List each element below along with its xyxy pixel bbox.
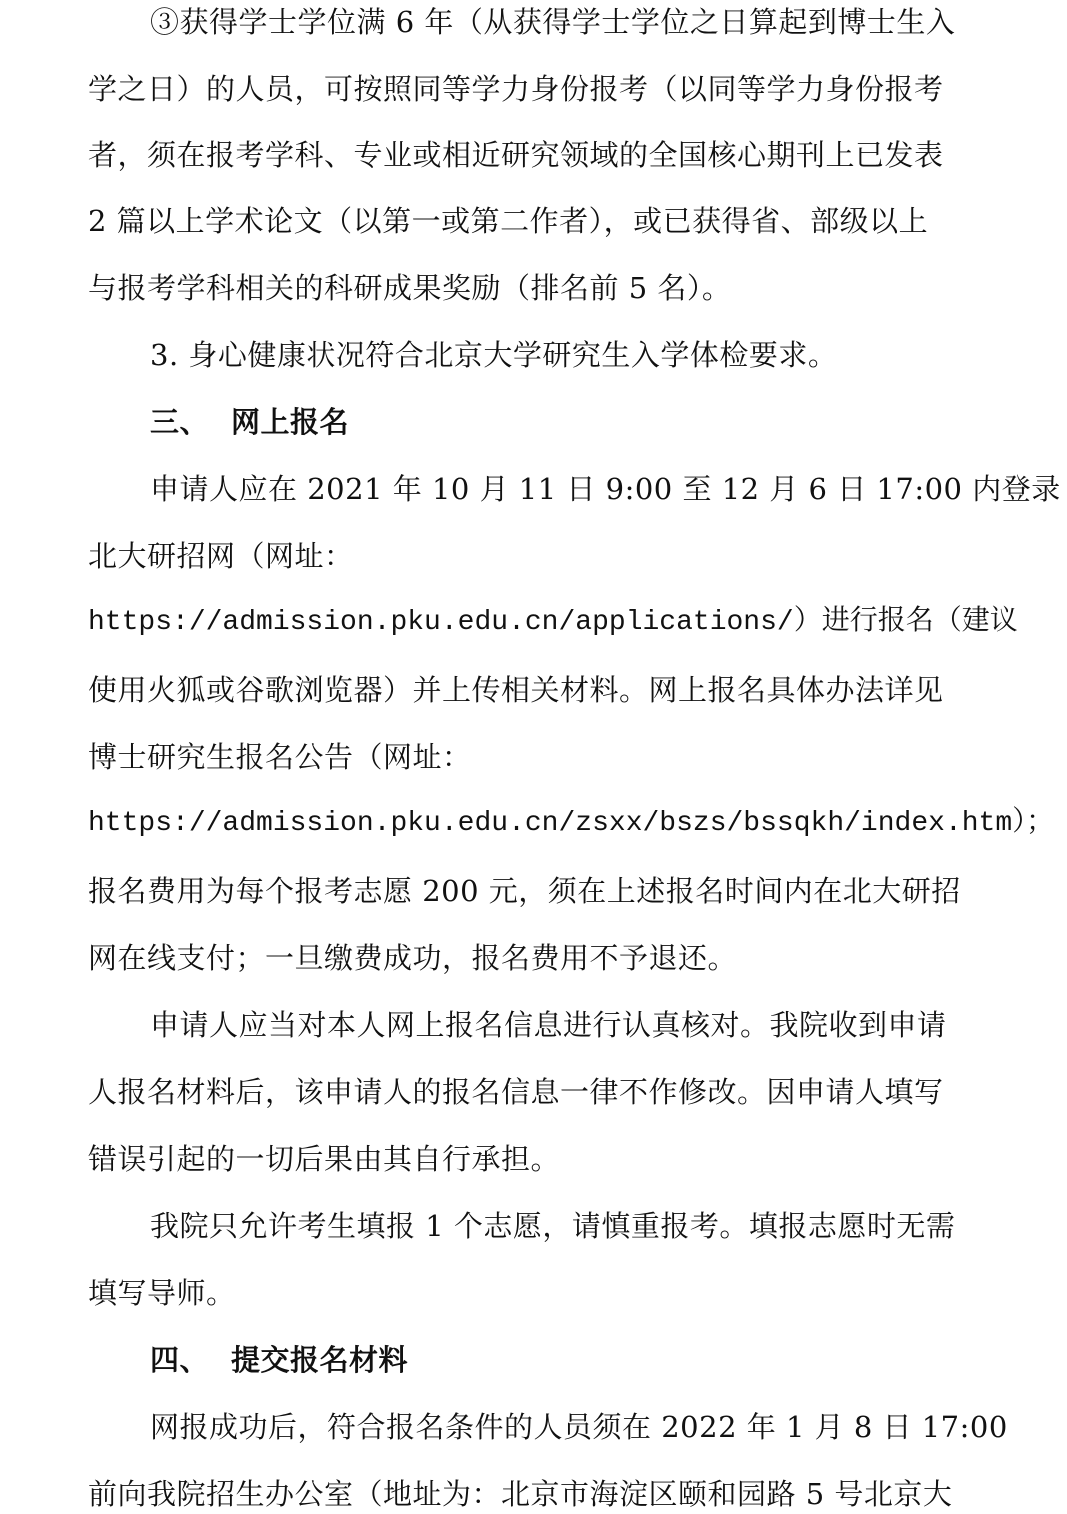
paragraph-line: 网在线支付；一旦缴费成功，报名费用不予退还。 <box>88 941 738 975</box>
paragraph-line: 北大研招网（网址： <box>88 539 354 573</box>
paragraph-line: 2 篇以上学术论文（以第一或第二作者），或已获得省、部级以上 <box>88 204 929 238</box>
paragraph-line: 博士研究生报名公告（网址： <box>88 740 472 774</box>
section-number: 三、 <box>150 405 210 439</box>
paragraph-line: 错误引起的一切后果由其自行承担。 <box>88 1142 561 1176</box>
paragraph-line: 使用火狐或谷歌浏览器）并上传相关材料。网上报名具体办法详见 <box>88 673 944 707</box>
url-applications-link: https://admission.pku.edu.cn/applications/）进行报名（建议 <box>88 607 1018 638</box>
url-announcement-link: https://admission.pku.edu.cn/zsxx/bszs/bssqkh/index.htm）； <box>88 808 1055 839</box>
section-title: 提交报名材料 <box>231 1343 409 1377</box>
paragraph-line: 人报名材料后，该申请人的报名信息一律不作修改。因申请人填写 <box>88 1075 944 1109</box>
paragraph-line: 者，须在报考学科、专业或相近研究领域的全国核心期刊上已发表 <box>88 138 944 172</box>
paragraph-line: 申请人应在 2021 年 10 月 11 日 9:00 至 12 月 6 日 17:00 内登录 <box>150 472 1061 506</box>
paragraph-line: 学之日）的人员，可按照同等学力身份报考（以同等学力身份报考 <box>88 72 944 106</box>
paragraph-line: 前向我院招生办公室（地址为：北京市海淀区颐和园路 5 号北京大 <box>88 1477 953 1511</box>
list-item-health-requirement: 3. 身心健康状况符合北京大学研究生入学体检要求。 <box>150 338 838 372</box>
paragraph-line: ③获得学士学位满 6 年（从获得学士学位之日算起到博士生入 <box>150 5 956 39</box>
section-heading-online-registration <box>150 402 349 442</box>
paragraph-line: 网报成功后，符合报名条件的人员须在 2022 年 1 月 8 日 17:00 <box>150 1410 1008 1444</box>
paragraph-line: 报名费用为每个报考志愿 200 元，须在上述报名时间内在北大研招 <box>88 874 961 908</box>
section-number: 四、 <box>150 1343 210 1377</box>
paragraph-line: 申请人应当对本人网上报名信息进行认真核对。我院收到申请 <box>150 1008 947 1042</box>
paragraph-line: 填写导师。 <box>88 1276 236 1310</box>
paragraph-line: 我院只允许考生填报 1 个志愿，请慎重报考。填报志愿时无需 <box>150 1209 956 1243</box>
paragraph-line: 与报考学科相关的科研成果奖励（排名前 5 名）。 <box>88 271 732 305</box>
section-title: 网上报名 <box>231 405 350 439</box>
section-heading-submit-materials <box>150 1340 408 1380</box>
